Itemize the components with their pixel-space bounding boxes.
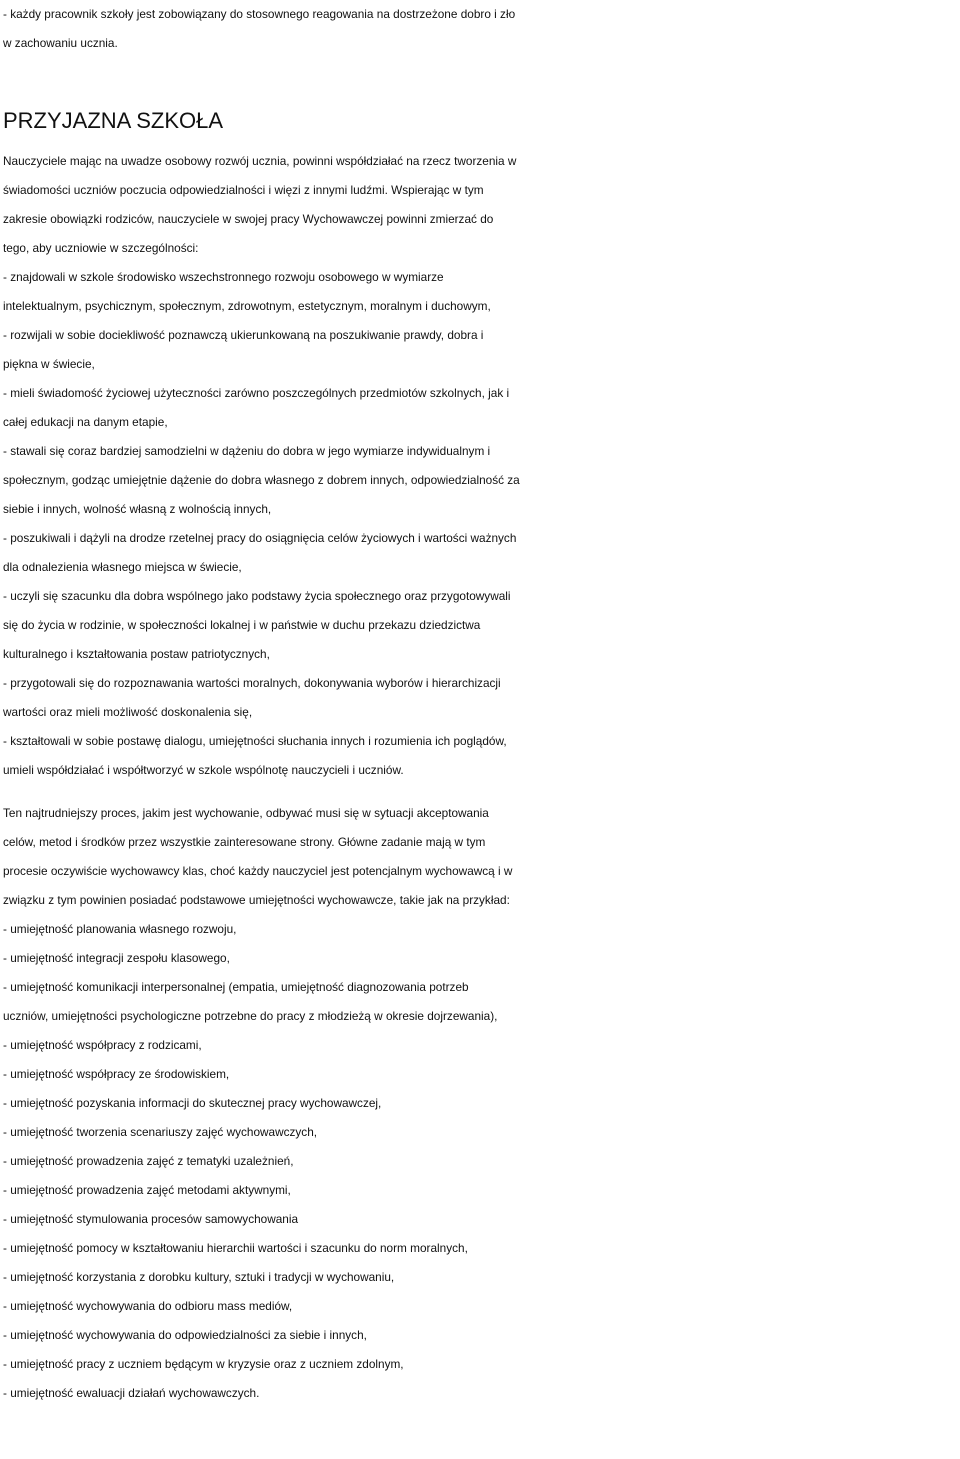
text-line: - umiejętność wychowywania do odpowiedzialności za siebie i innych, (3, 1328, 367, 1342)
text-line: tego, aby uczniowie w szczególności: (3, 241, 199, 255)
text-line: - stawali się coraz bardziej samodzielni w dążeniu do dobra w jego wymiarze indywidualnym i (3, 444, 491, 458)
text-line: celów, metod i środków przez wszystkie zainteresowane strony. Główne zadanie mają w tym (3, 835, 486, 849)
text-line: wartości oraz mieli możliwość doskonalenia się, (3, 705, 253, 719)
text-line: Ten najtrudniejszy proces, jakim jest wychowanie, odbywać musi się w sytuacji akceptowania (3, 806, 489, 820)
text-line: kulturalnego i kształtowania postaw patriotycznych, (3, 647, 270, 661)
paragraph-goals (3, 147, 958, 785)
text-line: intelektualnym, psychicznym, społecznym, zdrowotnym, estetycznym, moralnym i duchowym, (3, 299, 491, 313)
text-line: - znajdowali w szkole środowisko wszechstronnego rozwoju osobowego w wymiarze (3, 270, 444, 284)
text-line: - kształtowali w sobie postawę dialogu, umiejętności słuchania innych i rozumienia ich poglądów, (3, 734, 507, 748)
text-line: - umiejętność korzystania z dorobku kultury, sztuki i tradycji w wychowaniu, (3, 1270, 395, 1284)
text-line: - umiejętność współpracy z rodzicami, (3, 1038, 202, 1052)
paragraph-skills (3, 799, 958, 1408)
text-line: zakresie obowiązki rodziców, nauczyciele w swojej pracy Wychowawczej powinni zmierzać do (3, 212, 494, 226)
text-line: - uczyli się szacunku dla dobra wspólnego jako podstawy życia społecznego oraz przygotowywali (3, 589, 511, 603)
text-line: umieli współdziałać i współtworzyć w szkole wspólnotę nauczycieli i uczniów. (3, 763, 404, 777)
text-line: siebie i innych, wolność własną z wolnością innych, (3, 502, 272, 516)
text-line: związku z tym powinien posiadać podstawowe umiejętności wychowawcze, takie jak na przykład: (3, 893, 510, 907)
text-line: - przygotowali się do rozpoznawania wartości moralnych, dokonywania wyborów i hierarchizacji (3, 676, 501, 690)
text-line: dla odnalezienia własnego miejsca w świecie, (3, 560, 242, 574)
text-line: uczniów, umiejętności psychologiczne potrzebne do pracy z młodzieżą w okresie dojrzewania), (3, 1009, 498, 1023)
spacer (3, 135, 958, 147)
section-heading: PRZYJAZNA SZKOŁA (3, 108, 224, 133)
spacer (3, 785, 958, 799)
text-line: - poszukiwali i dążyli na drodze rzetelnej pracy do osiągnięcia celów życiowych i wartości ważnych (3, 531, 517, 545)
text-line: - umiejętność współpracy ze środowiskiem, (3, 1067, 230, 1081)
document-page (3, 0, 958, 1408)
text-line: - umiejętność ewaluacji działań wychowawczych. (3, 1386, 260, 1400)
text-line: - umiejętność tworzenia scenariuszy zajęć wychowawczych, (3, 1125, 318, 1139)
text-line: - umiejętność pozyskania informacji do skutecznej pracy wychowawczej, (3, 1096, 382, 1110)
text-line: - umiejętność prowadzenia zajęć z tematyki uzależnień, (3, 1154, 294, 1168)
text-line: - umiejętność pracy z uczniem będącym w kryzysie oraz z uczniem zdolnym, (3, 1357, 404, 1371)
text-line: Nauczyciele mając na uwadze osobowy rozwój ucznia, powinni współdziałać na rzecz tworzenia w (3, 154, 517, 168)
text-line: piękna w świecie, (3, 357, 95, 371)
spacer (3, 58, 958, 106)
text-line: społecznym, godząc umiejętnie dążenie do dobra własnego z dobrem innych, odpowiedzialność za (3, 473, 520, 487)
text-line: - umiejętność wychowywania do odbioru mass mediów, (3, 1299, 293, 1313)
text-line: całej edukacji na danym etapie, (3, 415, 168, 429)
text-line: w zachowaniu ucznia. (3, 36, 118, 50)
text-line: - umiejętność planowania własnego rozwoju, (3, 922, 237, 936)
text-line: świadomości uczniów poczucia odpowiedzialności i więzi z innymi ludźmi. Wspierając w tym (3, 183, 484, 197)
text-line: - umiejętność pomocy w kształtowaniu hierarchii wartości i szacunku do norm moralnych, (3, 1241, 468, 1255)
text-line: procesie oczywiście wychowawcy klas, choć każdy nauczyciel jest potencjalnym wychowawcą i w (3, 864, 513, 878)
intro-paragraph (3, 0, 958, 58)
text-line: - umiejętność komunikacji interpersonalnej (empatia, umiejętność diagnozowania potrzeb (3, 980, 469, 994)
text-line: - umiejętność stymulowania procesów samowychowania (3, 1212, 299, 1226)
text-line: - rozwijali w sobie dociekliwość poznawczą ukierunkowaną na poszukiwanie prawdy, dobra i (3, 328, 484, 342)
text-line: - mieli świadomość życiowej użyteczności zarówno poszczególnych przedmiotów szkolnych, jak i (3, 386, 510, 400)
text-line: - każdy pracownik szkoły jest zobowiązany do stosownego reagowania na dostrzeżone dobro i zło (3, 7, 516, 21)
text-line: - umiejętność integracji zespołu klasowego, (3, 951, 230, 965)
text-line: się do życia w rodzinie, w społeczności lokalnej i w państwie w duchu przekazu dziedzictwa (3, 618, 481, 632)
text-line: - umiejętność prowadzenia zajęć metodami aktywnymi, (3, 1183, 291, 1197)
